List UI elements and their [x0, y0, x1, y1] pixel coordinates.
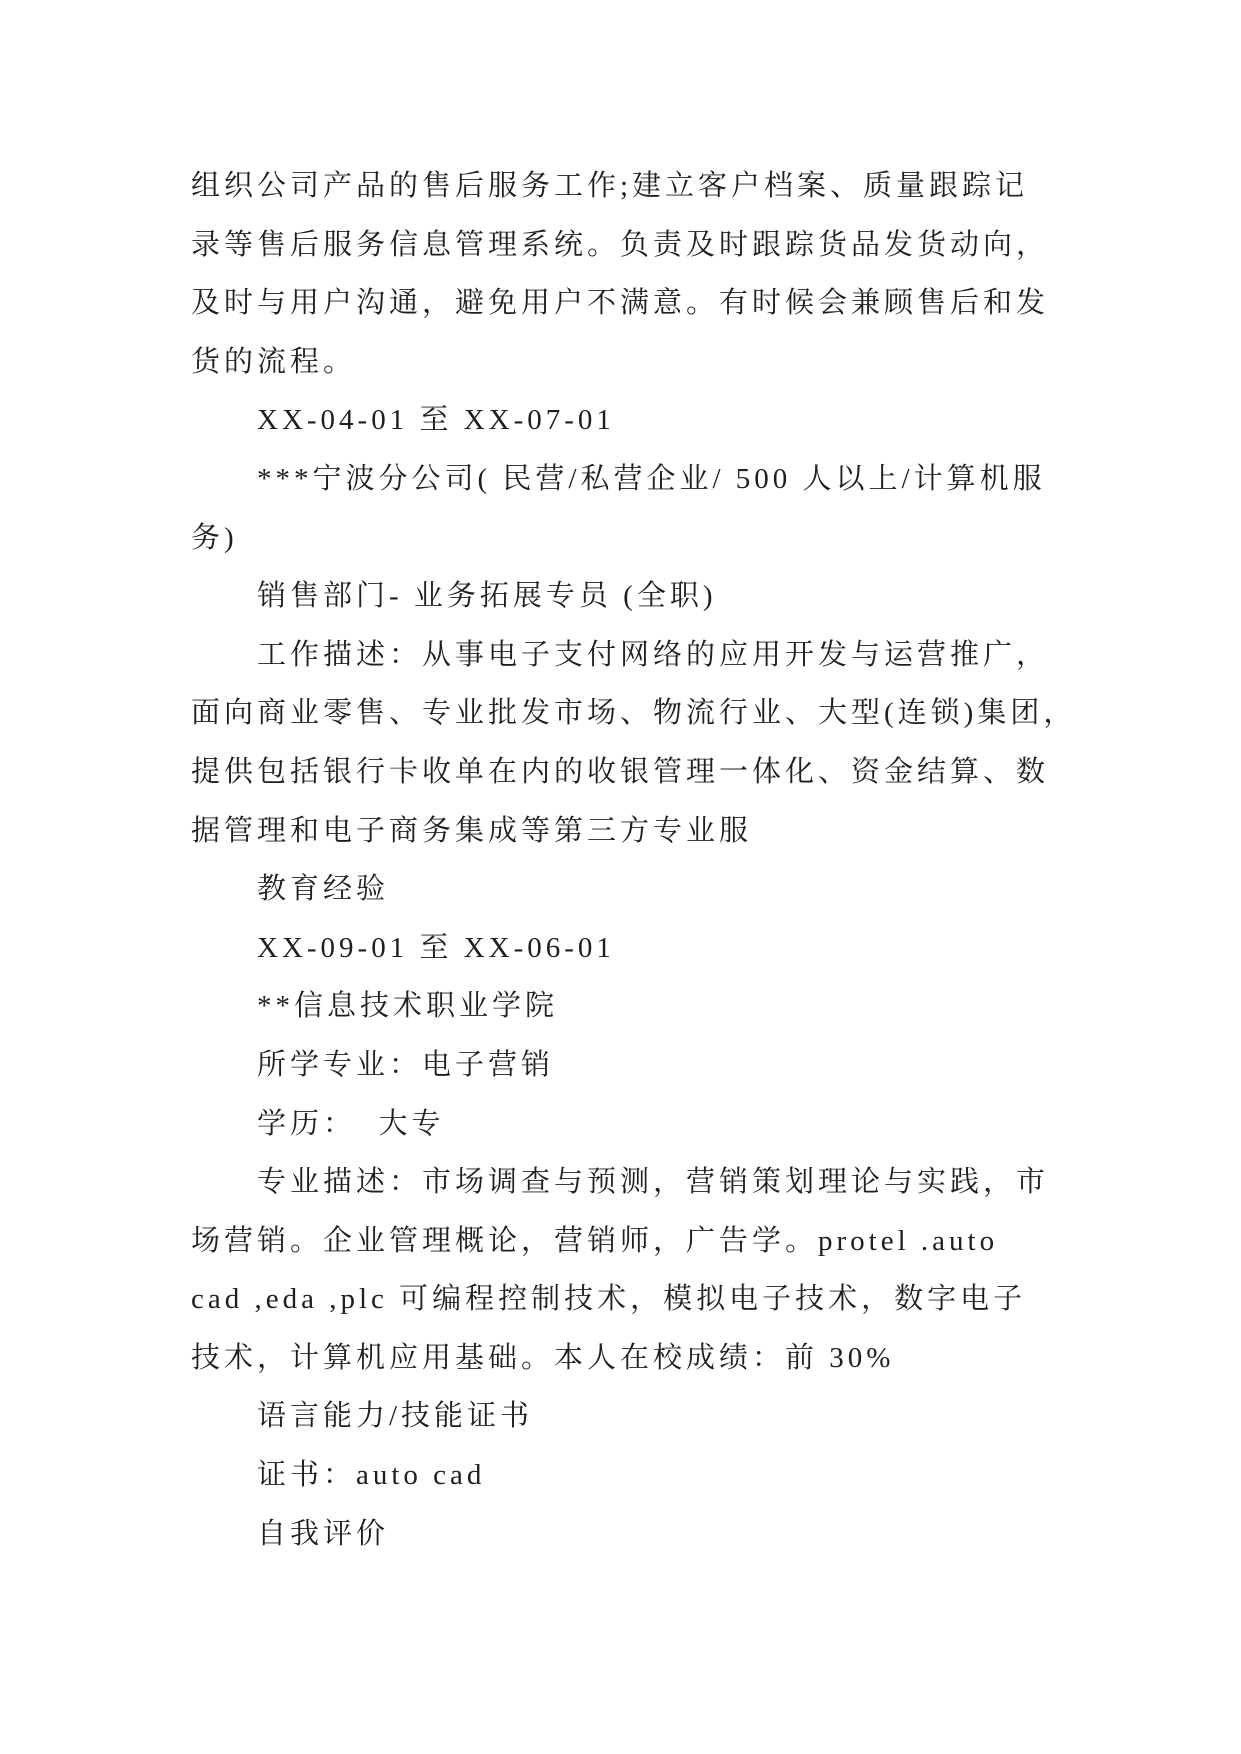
- paragraph-line: 场营销。企业管理概论，营销师，广告学。protel .auto: [191, 1224, 999, 1257]
- paragraph-line: 组织公司产品的售后服务工作;建立客户档案、质量跟踪记: [191, 170, 1029, 202]
- job-company: [191, 450, 1151, 567]
- paragraph-line: cad ,eda ,plc 可编程控制技术，模拟电子技术，数字电子: [191, 1283, 1027, 1316]
- paragraph-line: 务): [191, 521, 238, 554]
- education-major: 所学专业：电子营销: [257, 1048, 555, 1081]
- section-heading-education: 教育经验: [257, 873, 390, 906]
- paragraph-line: 据管理和电子商务集成等第三方专业服: [191, 814, 753, 847]
- paragraph-line: ***宁波分公司( 民营/私营企业/ 500 人以上/计算机服: [257, 462, 1046, 495]
- paragraph-line: 及时与用户沟通，避免用户不满意。有时候会兼顾售后和发: [191, 287, 1050, 320]
- certificate: 证书：auto cad: [257, 1459, 486, 1492]
- job-period: XX-04-01 至 XX-07-01: [257, 404, 615, 437]
- paragraph-line: 技术，计算机应用基础。本人在校成绩：前 30%: [191, 1341, 895, 1374]
- education-degree: 学历： 大专: [257, 1107, 445, 1140]
- resume-body: [191, 157, 1151, 1563]
- paragraph-line: 录等售后服务信息管理系统。负责及时跟踪货品发货动向，: [191, 228, 1050, 261]
- major-description: [191, 1153, 1151, 1387]
- job-position: 销售部门- 业务拓展专员 (全职): [257, 580, 717, 613]
- job-description: [191, 626, 1151, 860]
- education-period: XX-09-01 至 XX-06-01: [257, 931, 615, 964]
- prev-job-description: [191, 157, 1151, 391]
- section-heading-skills: 语言能力/技能证书: [257, 1400, 534, 1433]
- education-school: **信息技术职业学院: [257, 990, 559, 1023]
- paragraph-line: 工作描述：从事电子支付网络的应用开发与运营推广，: [257, 638, 1050, 671]
- paragraph-line: 提供包括银行卡收单在内的收银管理一体化、资金结算、数: [191, 755, 1050, 788]
- paragraph-line: 货的流程。: [191, 345, 357, 378]
- section-heading-self-evaluation: 自我评价: [257, 1517, 390, 1550]
- paragraph-line: 面向商业零售、专业批发市场、物流行业、大型(连锁)集团，: [191, 697, 1077, 730]
- paragraph-line: 专业描述：市场调查与预测，营销策划理论与实践，市: [257, 1166, 1050, 1199]
